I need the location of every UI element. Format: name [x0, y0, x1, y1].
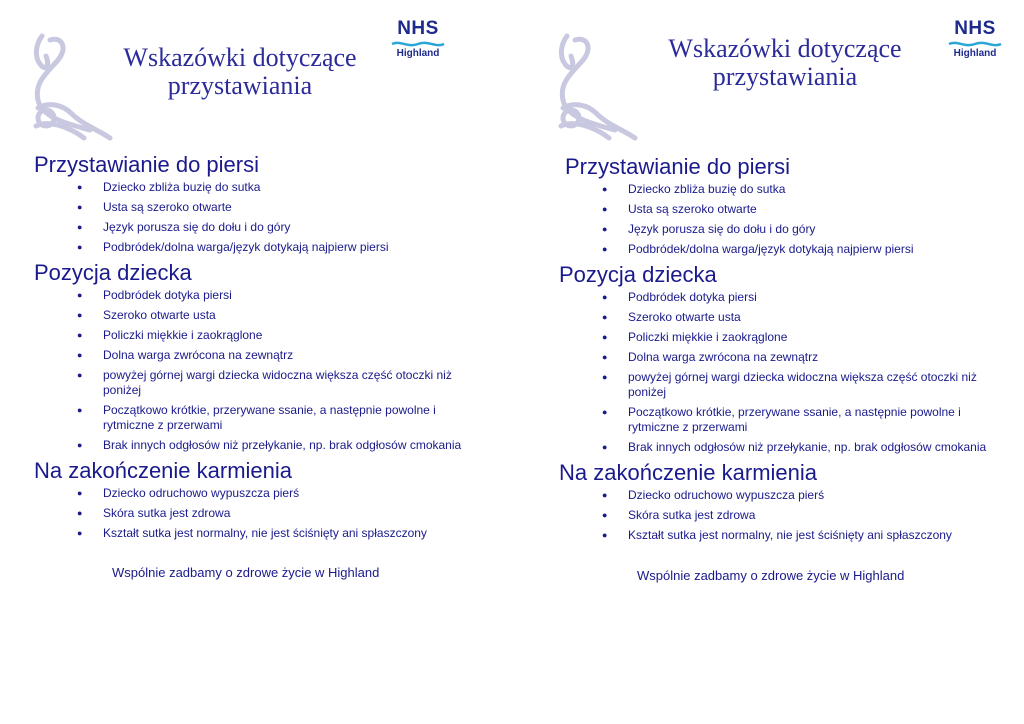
section-heading: Przystawianie do piersi [565, 154, 790, 179]
section-heading: Pozycja dziecka [559, 262, 717, 287]
list-item: ● Brak innych odgłosów niż przełykanie, np. brak odgłosów cmokania [34, 438, 484, 453]
list-item: ● Podbródek dotyka piersi [559, 290, 1009, 305]
list-item: ● Podbródek/dolna warga/język dotykają najpierw piersi [34, 240, 484, 255]
list-item: ● Skóra sutka jest zdrowa [34, 506, 484, 521]
bullet-list [34, 486, 484, 541]
list-item: ● Podbródek dotyka piersi [34, 288, 484, 303]
list-item: ● powyżej górnej wargi dziecka widoczna większa część otoczki niż poniżej [34, 368, 484, 398]
list-item: ● Początkowo krótkie, przerywane ssanie, a następnie powolne i rytmiczne z przerwami [34, 403, 484, 433]
list-item: ● Skóra sutka jest zdrowa [559, 508, 1009, 523]
list-item: ● Dolna warga zwrócona na zewnątrz [34, 348, 484, 363]
leaflet-panel-right [525, 0, 1024, 724]
list-item: ● Dziecko zbliża buzię do sutka [559, 182, 1009, 197]
footer-slogan: Wspólnie zadbamy o zdrowe życie w Highland [637, 568, 905, 583]
list-item: ● Kształt sutka jest normalny, nie jest ściśnięty ani spłaszczony [34, 526, 484, 541]
logo-region-text: Highland [396, 48, 440, 59]
logo-nhs-text: NHS [397, 18, 439, 39]
mother-baby-illustration [28, 26, 118, 154]
section-heading: Na zakończenie karmienia [34, 458, 293, 483]
leaflet-title [110, 44, 370, 100]
list-item: ● Początkowo krótkie, przerywane ssanie, a następnie powolne i rytmiczne z przerwami [559, 405, 1009, 435]
list-item: ● powyżej górnej wargi dziecka widoczna większa część otoczki niż poniżej [559, 370, 1009, 400]
list-item: ● Brak innych odgłosów niż przełykanie, np. brak odgłosów cmokania [559, 440, 1009, 455]
list-item: ● Policzki miękkie i zaokrąglone [559, 330, 1009, 345]
list-item: ● Dziecko zbliża buzię do sutka [34, 180, 484, 195]
list-item: ● Usta są szeroko otwarte [34, 200, 484, 215]
nhs-highland-logo [945, 18, 1005, 64]
leaflet-content [34, 152, 484, 546]
logo-region-text: Highland [953, 48, 997, 59]
nhs-highland-logo [388, 18, 448, 64]
leaflet-content [559, 154, 1009, 548]
section-heading: Pozycja dziecka [34, 260, 192, 285]
list-item: ● Policzki miękkie i zaokrąglone [34, 328, 484, 343]
list-item: ● Dziecko odruchowo wypuszcza pierś [34, 486, 484, 501]
list-item: ● Szeroko otwarte usta [34, 308, 484, 323]
logo-wave-icon [947, 40, 1003, 48]
section-heading: Na zakończenie karmienia [559, 460, 818, 485]
list-item: ● Dziecko odruchowo wypuszcza pierś [559, 488, 1009, 503]
title-line-2: przystawiania [167, 71, 313, 100]
list-item: ● Podbródek/dolna warga/język dotykają najpierw piersi [559, 242, 1009, 257]
mother-baby-illustration [553, 26, 643, 154]
title-line-2: przystawiania [712, 62, 858, 91]
leaflet-title [655, 35, 915, 91]
bullet-list [34, 180, 484, 255]
logo-nhs-text: NHS [954, 18, 996, 39]
footer-slogan: Wspólnie zadbamy o zdrowe życie w Highland [112, 565, 380, 580]
section-heading: Przystawianie do piersi [34, 152, 259, 177]
logo-wave-icon [390, 40, 446, 48]
list-item: ● Szeroko otwarte usta [559, 310, 1009, 325]
bullet-list [559, 488, 1009, 543]
bullet-list [34, 288, 484, 453]
bullet-list [559, 290, 1009, 455]
title-line-1: Wskazówki dotyczące [123, 43, 357, 72]
list-item: ● Kształt sutka jest normalny, nie jest ściśnięty ani spłaszczony [559, 528, 1009, 543]
list-item: ● Język porusza się do dołu i do góry [559, 222, 1009, 237]
list-item: ● Dolna warga zwrócona na zewnątrz [559, 350, 1009, 365]
list-item: ● Język porusza się do dołu i do góry [34, 220, 484, 235]
list-item: ● Usta są szeroko otwarte [559, 202, 1009, 217]
bullet-list [559, 182, 1009, 257]
title-line-1: Wskazówki dotyczące [668, 34, 902, 63]
